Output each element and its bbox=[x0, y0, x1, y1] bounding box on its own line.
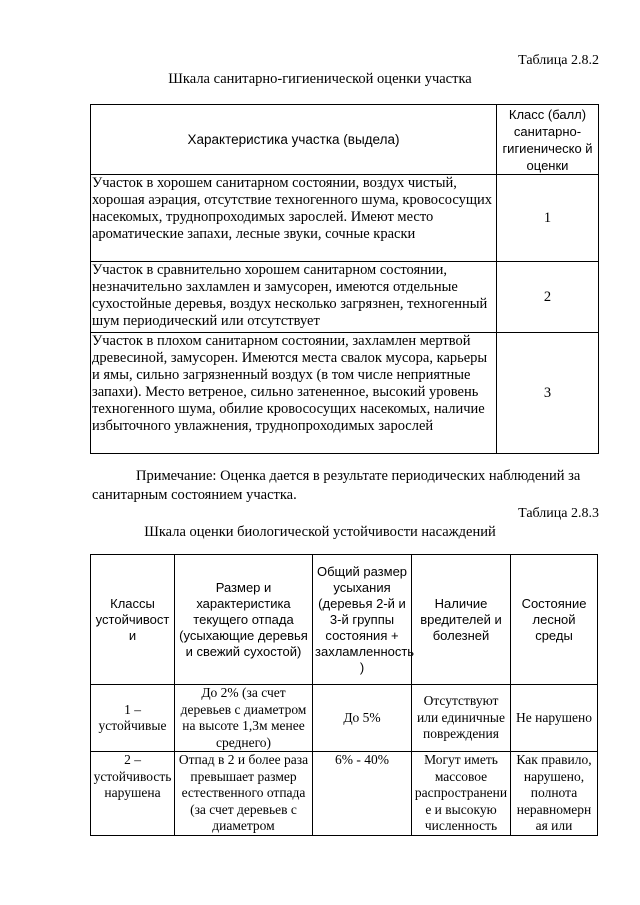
table2-row2-litter: Отпад в 2 и более раза превышает размер естественного отпада (за счет деревьев с диаметром bbox=[175, 752, 313, 836]
table1-row3-description: Участок в плохом санитарном состоянии, захламлен мертвой древесиной, замусорен. Имеются места свалок мусора, карьеры и ямы, сильно загрязненный воздух (в том числе неприятные запахи). Место ветреное, сильно затененное, высокий уровень техногенного шума, обилие кровососущих насекомых, наличие избыточного увлажнения, труднопроходимых зарослей bbox=[91, 333, 497, 454]
table2-header-pests: Наличие вредителей и болезней bbox=[412, 555, 511, 685]
table1-title: Шкала санитарно-гигиенической оценки участка bbox=[168, 71, 472, 87]
table2-header-litter: Размер и характеристика текущего отпада (усыхающие деревья и свежий сухостой) bbox=[175, 555, 313, 685]
table2-header-row bbox=[91, 555, 598, 685]
table2-row1-class: 1 – устойчивые bbox=[91, 685, 175, 752]
table1-row1-class: 1 bbox=[497, 175, 599, 262]
table2-row1-drying: До 5% bbox=[313, 685, 412, 752]
table2-label: Таблица 2.8.3 bbox=[518, 506, 599, 521]
table2-row2-drying: 6% - 40% bbox=[313, 752, 412, 836]
table1-row3-class: 3 bbox=[497, 333, 599, 454]
table2-row2-class: 2 – устойчивость нарушена bbox=[91, 752, 175, 836]
table1-row2-description: Участок в сравнительно хорошем санитарном состоянии, незначительно захламлен и замусорен, имеются отдельные сухостойные деревья, воздух несколько загрязнен, техногенный шум периодический или отсутствует bbox=[91, 262, 497, 333]
table-row bbox=[91, 262, 599, 333]
table2-header-environment: Состояние лесной среды bbox=[511, 555, 598, 685]
table2-header-drying: Общий размер усыхания (деревья 2-й и 3-й группы состояния + захламленность ) bbox=[313, 555, 412, 685]
table1-header-class: Класс (балл) санитарно-гигиеническо й оценки bbox=[497, 105, 599, 175]
table2-header-classes: Классы устойчивост и bbox=[91, 555, 175, 685]
biological-stability-table bbox=[90, 554, 598, 836]
note-paragraph: Примечание: Оценка дается в результате периодических наблюдений за санитарным состоянием участка. bbox=[92, 468, 581, 503]
table2-row2-environment: Как правило, нарушено, полнота неравномерн ая или bbox=[511, 752, 598, 836]
table-row bbox=[91, 752, 598, 836]
table2-row2-pests: Могут иметь массовое распространени е и высокую численность bbox=[412, 752, 511, 836]
table-row bbox=[91, 685, 598, 752]
table1-header-characteristic: Характеристика участка (выдела) bbox=[91, 105, 497, 175]
table-row bbox=[91, 333, 599, 454]
table2-title: Шкала оценки биологической устойчивости насаждений bbox=[144, 524, 496, 540]
table2-row1-environment: Не нарушено bbox=[511, 685, 598, 752]
table1-row2-class: 2 bbox=[497, 262, 599, 333]
table2-row1-litter: До 2% (за счет деревьев с диаметром на высоте 1,3м менее среднего) bbox=[175, 685, 313, 752]
sanitary-assessment-table bbox=[90, 104, 599, 454]
table-row bbox=[91, 175, 599, 262]
table2-row1-pests: Отсутствуют или единичные повреждения bbox=[412, 685, 511, 752]
table1-header-row bbox=[91, 105, 599, 175]
table1-row1-description: Участок в хорошем санитарном состоянии, воздух чистый, хорошая аэрация, отсутствие техногенного шума, кровососущих насекомых, труднопроходимых зарослей. Имеют место ароматические запахи, лесные звуки, сочные краски bbox=[91, 175, 497, 262]
table1-label: Таблица 2.8.2 bbox=[518, 53, 599, 68]
